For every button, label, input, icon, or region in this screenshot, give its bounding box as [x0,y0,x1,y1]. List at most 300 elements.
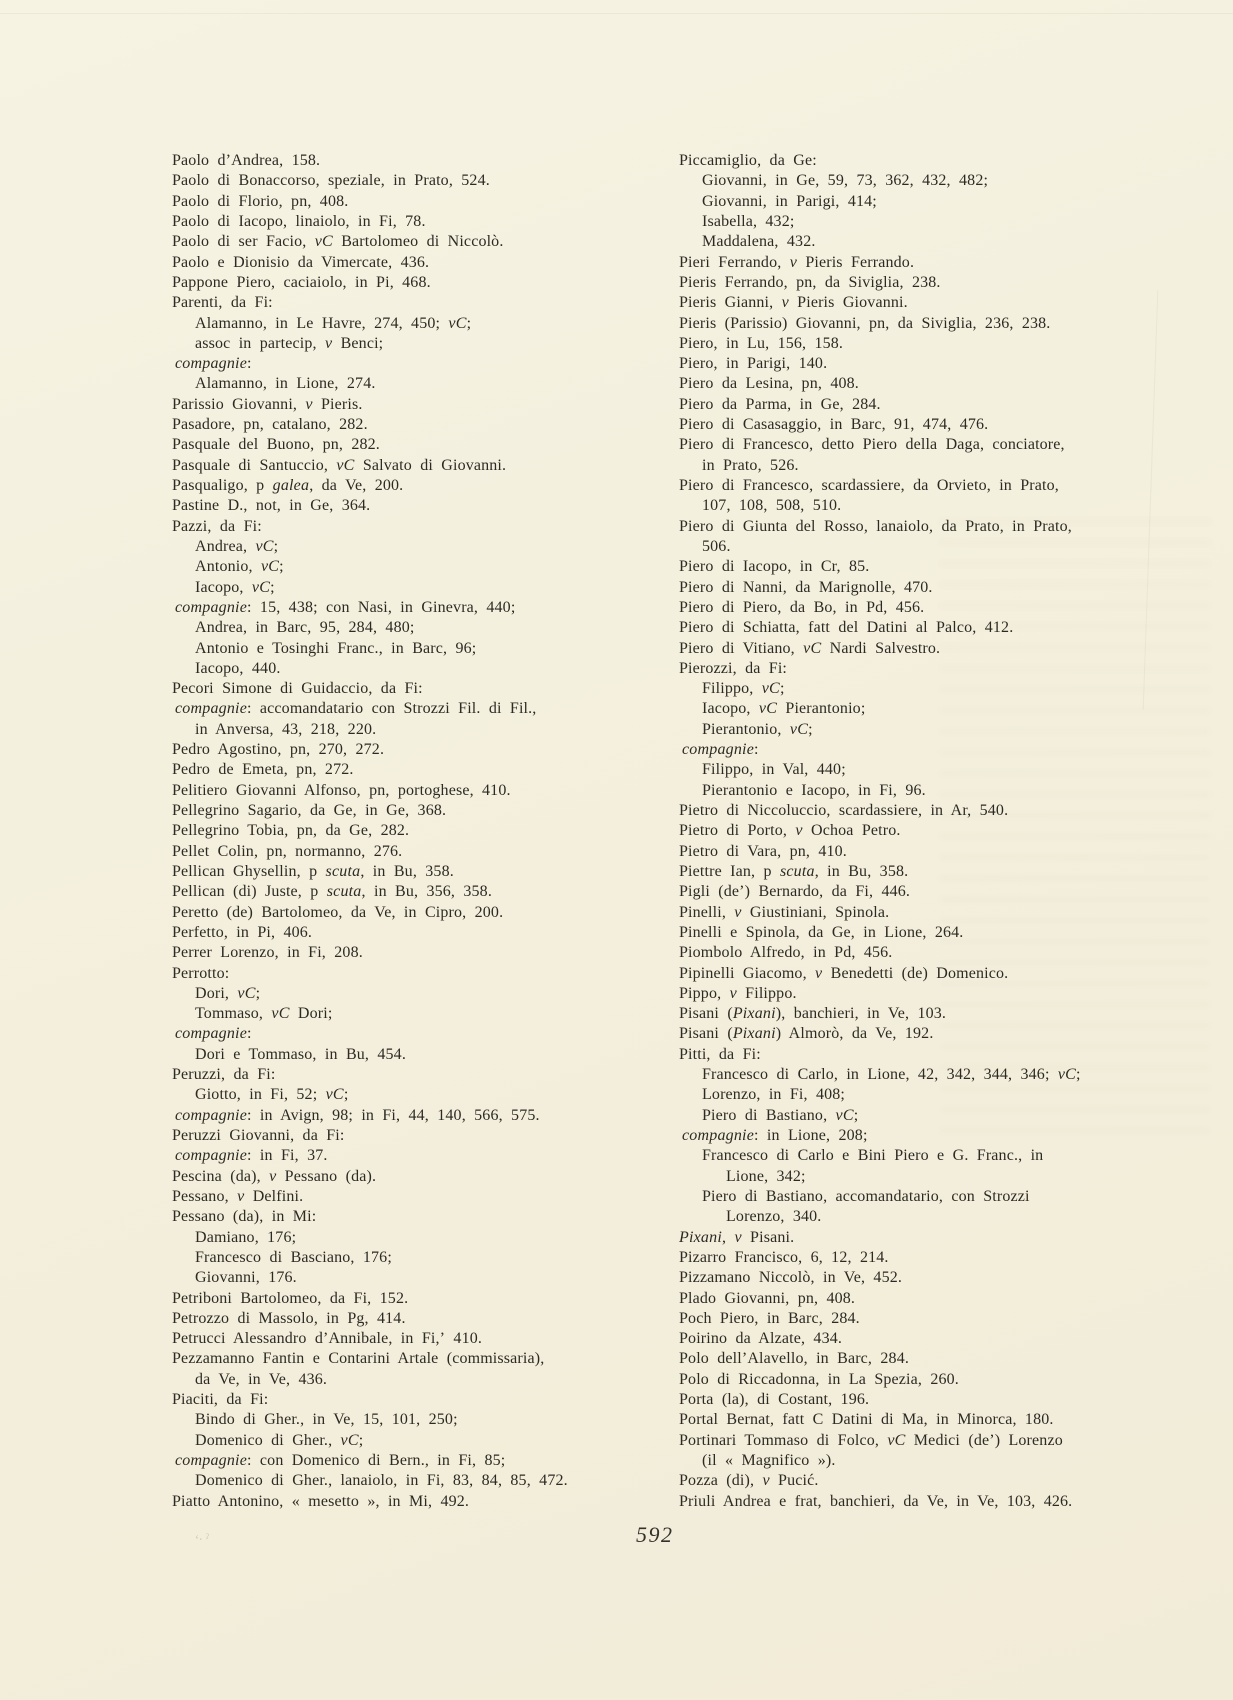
index-entry-text: Pierantonio; [777,700,866,718]
index-entry-text: Iacopo, 440. [195,659,281,677]
index-entry-line [172,801,672,821]
index-entry-line [172,1004,672,1024]
index-entry-line [679,1167,1219,1187]
index-entry-italic-text: vC [237,984,256,1002]
index-entry-text: Pellet Colin, pn, normanno, 276. [172,842,403,860]
index-entry-text: Piero di Francesco, detto Piero della Daga, conciatore, [679,436,1065,454]
index-entry-text: Paolo e Dionisio da Vimercate, 436. [172,253,430,271]
index-entry-line [172,923,672,943]
index-entry-text: Paolo di Florio, pn, 408. [172,192,349,210]
index-entry-line [679,192,1219,212]
index-entry-line [172,1045,672,1065]
index-entry-text: Porta (la), di Costant, 196. [679,1391,870,1409]
index-entry-italic-text: vC [887,1431,906,1449]
index-entry-text: Dori e Tommaso, in Bu, 454. [195,1045,406,1063]
index-entry-italic-text: vC [758,700,778,718]
index-entry-text: Salvato di Giovanni. [354,456,507,474]
index-entry-line [172,1187,672,1207]
index-entry-italic-text: v [734,903,742,921]
index-entry-line [172,314,672,334]
index-entry-text: : [247,1025,252,1043]
index-entry-text: Giovanni, 176. [195,1269,297,1287]
index-entry-text: Piccamiglio, da Ge: [679,152,817,169]
index-entry-line [172,1126,672,1146]
index-entry-line [679,1248,1219,1268]
index-entry-line [679,415,1219,435]
index-entry-line [172,415,672,435]
index-entry-italic-text: galea [272,477,310,494]
index-entry-text: Piero di Vitiano, [679,639,804,657]
index-entry-text: ; [343,1086,349,1104]
index-entry-text: Pucić. [769,1472,819,1490]
index-entry-line [172,334,672,354]
index-entry-italic-text: compagnie [175,355,248,373]
index-entry-text: Piero di Francesco, scardassiere, da Orvieto, in Prato, [679,477,1059,494]
index-entry-text: Domenico di Gher., lanaiolo, in Fi, 83, 84, 85, 472. [195,1472,568,1490]
index-entry-line [679,1390,1219,1410]
index-entry-text: Peruzzi Giovanni, da Fi: [172,1127,345,1144]
index-entry-text: Priuli Andrea e frat, banchieri, da Ve, in Ve, 103, 426. [679,1492,1073,1510]
index-entry-italic-text: vC [314,233,333,251]
index-entry-italic-text: Pixani [732,1005,776,1023]
index-entry-line [172,1451,672,1471]
index-entry-text: Nardi Salvestro. [821,639,941,657]
index-entry-italic-text: scuta [325,862,361,880]
index-entry-line [172,1106,672,1126]
index-entry-text: Pizarro Francisco, 6, 12, 214. [679,1248,889,1266]
index-entry-text: Pasqualigo, p [172,477,273,494]
index-entry-text: Peretto (de) Bartolomeo, da Ve, in Cipro, 200. [172,903,504,921]
index-entry-text: , in Bu, 358. [814,862,909,880]
index-entry-line [172,1329,672,1349]
index-entry-text: Piero di Nanni, da Marignolle, 470. [679,578,933,596]
index-entry-text: Pezzamanno Fantin e Contarini Artale (commissaria), [172,1350,545,1368]
index-entry-line [679,578,1219,598]
index-entry-text: Lorenzo, in Fi, 408; [702,1086,846,1104]
index-entry-text: Pigli (de’) Bernardo, da Fi, 446. [679,883,911,901]
index-entry-italic-text: vC [789,720,809,738]
index-entry-italic-text: vC [448,314,467,332]
index-entry-text: Pieris Ferrando, pn, da Siviglia, 238. [679,273,941,291]
index-entry-text: ; [273,537,279,555]
index-entry-text: Pessano (da). [276,1167,377,1185]
index-entry-text: ), banchieri, in Ve, 103. [775,1005,947,1023]
index-entry-italic-text: vC [340,1431,359,1449]
index-entry-text: Parenti, da Fi: [172,294,273,312]
index-entry-line [172,862,672,882]
index-entry-line [172,476,672,496]
index-entry-text: ; [853,1106,859,1124]
index-entry-italic-text: Pixani [679,1228,722,1246]
index-entry-line [679,618,1219,638]
index-entry-text: Lione, 342; [726,1167,806,1185]
index-entry-text: Benci; [332,334,384,352]
index-entry-text: Damiano, 176; [195,1228,297,1246]
index-entry-line [679,374,1219,394]
index-entry-text: Piombolo Alfredo, in Pd, 456. [679,944,893,962]
index-entry-line [679,1207,1219,1227]
index-entry-italic-text: v [762,1472,770,1490]
index-entry-line [172,1207,672,1227]
index-entry-text: Pietro di Vara, pn, 410. [679,842,847,860]
index-entry-line [679,1349,1219,1369]
index-entry-line [172,1431,672,1451]
index-entry-text: Pitti, da Fi: [679,1045,761,1063]
index-entry-text: Portal Bernat, fatt C Datini di Ma, in Minorca, 180. [679,1411,1054,1429]
index-entry-italic-text: v [729,984,737,1002]
index-entry-line [679,801,1219,821]
index-entry-text: : con Domenico di Bern., in Fi, 85; [247,1452,506,1469]
index-entry-text: Pipinelli Giacomo, [679,964,816,982]
index-entry-line [172,821,672,841]
index-entry-text: Pastine D., not, in Ge, 364. [172,497,371,515]
index-entry-line [172,740,672,760]
index-entry-line [172,456,672,476]
index-entry-text: , in Bu, 356, 358. [361,883,492,901]
index-entry-text: Bindo di Gher., in Ve, 15, 101, 250; [195,1411,458,1429]
index-entry-italic-text: vC [325,1086,344,1104]
index-entry-italic-text: v [305,395,313,413]
index-entry-line [679,882,1219,902]
index-entry-line [172,232,672,252]
index-entry-line [172,192,672,212]
index-entry-text: Piero di Giunta del Rosso, lanaiolo, da Prato, in Prato, [679,517,1072,535]
index-entry-text: : in Avign, 98; in Fi, 44, 140, 566, 575. [247,1106,540,1124]
index-entry-line [172,273,672,293]
index-entry-text: Pescina (da), [172,1167,270,1185]
index-entry-text: : in Fi, 37. [247,1147,328,1165]
index-entry-line [172,679,672,699]
index-entry-line [172,760,672,780]
index-entry-line [679,1126,1219,1146]
index-entry-line [679,1410,1219,1430]
index-entry-line [172,293,672,313]
index-entry-text: Paolo di ser Facio, [172,233,315,251]
index-entry-text: : [247,355,252,373]
index-entry-line [172,253,672,273]
index-entry-text: Ochoa Petro. [802,822,901,840]
index-entry-line [679,151,1219,171]
index-entry-italic-text: vC [255,537,274,555]
index-entry-text: ; [466,314,472,332]
index-entry-line [679,923,1219,943]
index-entry-line [679,842,1219,862]
index-entry-italic-text: v [324,334,333,352]
index-entry-text: 107, 108, 508, 510. [702,497,842,515]
index-entry-line [679,1431,1219,1451]
index-entry-text: Filippo. [736,984,797,1002]
index-entry-text: Pierantonio e Iacopo, in Fi, 96. [702,781,926,799]
index-entry-text: Alamanno, in Le Havre, 274, 450; [195,314,449,332]
index-entry-line [679,1289,1219,1309]
index-entry-text: Francesco di Carlo e Bini Piero e G. Franc., in [702,1147,1044,1165]
index-entry-text: Francesco di Basciano, 176; [195,1248,392,1266]
index-entry-text: ; [279,558,284,576]
index-entry-line [172,1471,672,1491]
index-entry-italic-text: vC [1057,1066,1077,1084]
index-entry-text: Piero da Lesina, pn, 408. [679,375,859,393]
index-entry-text: Lorenzo, 340. [726,1208,822,1226]
index-entry-text: : 15, 438; con Nasi, in Ginevra, 440; [247,598,516,616]
index-entry-italic-text: vC [835,1106,854,1124]
index-entry-line [172,618,672,638]
index-entry-line [679,334,1219,354]
index-entry-line [172,537,672,557]
index-entry-text: Isabella, 432; [702,212,795,230]
index-entry-text: assoc in partecip, [195,334,325,352]
index-entry-line [679,984,1219,1004]
index-entry-line [172,374,672,394]
index-entry-line [679,720,1219,740]
index-entry-text: Plado Giovanni, pn, 408. [679,1289,856,1307]
index-entry-italic-text: compagnie [175,1147,248,1165]
index-entry-text: Piero di Casasaggio, in Barc, 91, 474, 476. [679,416,989,434]
index-entry-text: (il « Magnifico »). [702,1452,836,1469]
index-entry-line [679,760,1219,780]
index-entry-text: Giustiniani, Spinola. [741,903,890,921]
index-entry-line [679,781,1219,801]
index-entry-line [172,1370,672,1390]
index-entry-text: Petrozzo di Massolo, in Pg, 414. [172,1309,406,1327]
index-entry-text: Pieris Giovanni. [788,294,908,312]
index-entry-line [679,273,1219,293]
index-entry-line [679,537,1219,557]
index-entry-italic-text: v [734,1228,742,1246]
index-entry-text: ; [808,720,813,738]
index-entry-text: Pellegrino Sagario, da Ge, in Ge, 368. [172,802,447,819]
index-entry-line [172,496,672,516]
index-entry-text: Perrer Lorenzo, in Fi, 208. [172,944,363,962]
index-entry-line [679,171,1219,191]
index-entry-line [679,1024,1219,1044]
index-entry-line [679,1329,1219,1349]
index-entry-line [172,659,672,679]
index-entry-italic-text: scuta [326,883,362,901]
scan-crease-top [0,13,1233,14]
index-entry-text: ; [1076,1066,1081,1084]
index-entry-text: Pelitiero Giovanni Alfonso, pn, portoghese, 410. [172,781,511,799]
index-entry-line [679,456,1219,476]
index-entry-line [172,699,672,719]
index-entry-text: Piero di Bastiano, [702,1106,836,1124]
index-entry-line [172,1146,672,1166]
index-entry-line [679,1492,1219,1512]
index-entry-text: Dori; [289,1005,333,1023]
index-entry-text: Giotto, in Fi, 52; [195,1086,326,1104]
index-entry-line [172,882,672,902]
index-entry-text: Delfini. [244,1187,304,1205]
index-column-right [679,151,1219,1512]
index-entry-text: Iacopo, [702,700,759,718]
index-entry-text: Pisani. [741,1228,795,1246]
index-entry-line [172,1024,672,1044]
index-entry-line [679,740,1219,760]
index-entry-text: Medici (de’) Lorenzo [905,1431,1063,1449]
index-entry-line [679,557,1219,577]
index-entry-text: ; [779,680,785,698]
index-entry-text: Piero, in Lu, 156, 158. [679,334,844,352]
index-entry-line [679,1085,1219,1105]
index-entry-text: Piero di Schiatta, fatt del Datini al Palco, 412. [679,619,1014,637]
index-entry-text: Pessano, [172,1187,238,1205]
index-entry-italic-text: v [237,1187,245,1205]
index-entry-line [172,1268,672,1288]
index-entry-text: Maddalena, 432. [702,233,816,251]
index-entry-text: Pippo, [679,984,730,1002]
index-entry-text: Pedro Agostino, pn, 270, 272. [172,741,385,759]
index-entry-text: Portinari Tommaso di Folco, [679,1431,888,1449]
index-entry-text: Pedro de Emeta, pn, 272. [172,761,354,779]
index-entry-text: : accomandatario con Strozzi Fil. di Fil., [247,700,537,718]
index-entry-text: Pasquale del Buono, pn, 282. [172,436,380,454]
index-entry-text: Pieris (Parissio) Giovanni, pn, da Siviglia, 236, 238. [679,314,1051,332]
index-entry-line [172,1248,672,1268]
index-entry-text: Pozza (di), [679,1472,763,1490]
index-entry-line [172,151,672,171]
index-entry-line [172,1167,672,1187]
index-entry-text: Petrucci Alessandro d’Annibale, in Fi,ʼ 410. [172,1330,483,1348]
index-entry-italic-text: vC [336,456,355,474]
index-entry-text: Tommaso, [195,1005,272,1023]
index-entry-text: Pasquale di Santuccio, [172,456,337,474]
index-entry-line [679,435,1219,455]
index-entry-text: Pieris Ferrando. [797,253,915,271]
index-entry-text: Pierozzi, da Fi: [679,659,788,677]
index-entry-text: Pellican (di) Juste, p [172,883,327,901]
index-entry-line [679,1004,1219,1024]
index-entry-text: Pinelli, [679,903,735,921]
index-entry-text: Pietro di Porto, [679,822,796,840]
index-entry-line [172,1085,672,1105]
index-entry-line [172,435,672,455]
index-entry-text: Alamanno, in Lione, 274. [195,375,376,393]
index-entry-text: in Prato, 526. [702,456,799,474]
index-entry-line [679,395,1219,415]
index-entry-line [172,212,672,232]
index-entry-line [679,1471,1219,1491]
index-entry-text: Pisani ( [679,1005,733,1023]
index-entry-text: Andrea, in Barc, 95, 284, 480; [195,619,415,637]
index-entry-italic-text: Pixani [732,1025,776,1043]
index-entry-text: Peruzzi, da Fi: [172,1066,276,1084]
index-entry-italic-text: vC [761,680,780,698]
index-entry-line [172,1309,672,1329]
index-entry-line [172,395,672,415]
index-entry-text: Paolo di Iacopo, linaiolo, in Fi, 78. [172,212,426,230]
index-entry-line [172,1228,672,1248]
index-entry-text: Perrotto: [172,964,230,982]
index-entry-text: Pessano (da), in Mi: [172,1208,317,1226]
index-entry-text: Piero di Piero, da Bo, in Pd, 456. [679,598,925,616]
index-entry-text: Antonio e Tosinghi Franc., in Barc, 96; [195,639,477,657]
index-entry-text: Pecori Simone di Guidaccio, da Fi: [172,680,423,698]
index-entry-line [172,943,672,963]
index-entry-text: Pisani ( [679,1025,733,1043]
index-entry-line [679,964,1219,984]
index-entry-line [679,943,1219,963]
index-entry-text: Dori, [195,984,238,1002]
index-entry-text: 506. [702,537,731,555]
index-entry-line [172,1349,672,1369]
index-entry-italic-text: compagnie [175,598,248,616]
index-entry-text: Pizzamano Niccolò, in Ve, 452. [679,1269,903,1287]
index-entry-italic-text: compagnie [682,741,755,759]
index-entry-line [679,1268,1219,1288]
index-entry-text: Petriboni Bartolomeo, da Fi, 152. [172,1289,409,1307]
index-entry-text: , da Ve, 200. [309,477,404,494]
index-entry-text: Pieris. [312,395,363,413]
index-entry-text: Pieri Ferrando, [679,253,790,271]
index-entry-line [679,232,1219,252]
index-entry-text: Giovanni, in Ge, 59, 73, 362, 432, 482; [702,172,989,190]
index-entry-line [172,1065,672,1085]
index-entry-italic-text: compagnie [682,1127,755,1144]
index-entry-text: Francesco di Carlo, in Lione, 42, 342, 344, 346; [702,1066,1058,1084]
index-entry-text: Pieris Gianni, [679,294,782,312]
index-entry-line [679,253,1219,273]
index-entry-text: da Ve, in Ve, 436. [195,1370,328,1388]
index-entry-text: Benedetti (de) Domenico. [822,964,1009,982]
index-entry-text: Filippo, [702,680,762,698]
index-entry-text: Pellegrino Tobia, pn, da Ge, 282. [172,822,410,840]
index-entry-italic-text: compagnie [175,700,248,718]
index-entry-text: Bartolomeo di Niccolò. [332,233,504,251]
index-entry-text: Poch Piero, in Barc, 284. [679,1309,860,1327]
index-entry-italic-text: vC [271,1005,290,1023]
index-entry-italic-text: v [789,253,798,271]
index-entry-line [679,354,1219,374]
index-entry-line [172,842,672,862]
index-entry-text: Pierantonio, [702,720,790,738]
index-entry-line [679,314,1219,334]
index-entry-italic-text: vC [251,578,271,596]
index-entry-line [679,1187,1219,1207]
index-entry-line [172,1390,672,1410]
index-entry-line [172,1410,672,1430]
index-entry-line [172,720,672,740]
index-entry-italic-text: compagnie [175,1106,248,1124]
index-entry-text: Paolo di Bonaccorso, speziale, in Prato, 524. [172,172,490,190]
index-entry-text: Pazzi, da Fi: [172,517,262,535]
index-entry-italic-text: compagnie [175,1025,248,1043]
index-entry-line [172,984,672,1004]
index-entry-text: Piero di Iacopo, in Cr, 85. [679,558,870,576]
index-entry-text: ) Almorò, da Ve, 192. [775,1025,934,1043]
index-entry-text: in Anversa, 43, 218, 220. [195,720,377,738]
index-entry-text: Pasadore, pn, catalano, 282. [172,416,368,434]
index-entry-italic-text: v [795,822,803,840]
index-entry-line [172,517,672,537]
index-entry-line [679,476,1219,496]
index-entry-text: Paolo d’Andrea, 158. [172,152,321,169]
index-entry-text: ; [255,984,261,1002]
index-entry-line [679,1370,1219,1390]
pencil-smudge: ʻ· ˀ [193,1530,210,1548]
index-entry-italic-text: scuta [779,862,815,880]
index-entry-line [679,293,1219,313]
index-entry-line [679,1309,1219,1329]
index-entry-text: Polo di Riccadonna, in La Spezia, 260. [679,1370,959,1388]
index-entry-text: Polo dell’Alavello, in Barc, 284. [679,1350,909,1368]
index-entry-line [679,496,1219,516]
index-entry-text: Filippo, in Val, 440; [702,761,846,779]
index-entry-line [679,679,1219,699]
index-entry-text: Andrea, [195,537,256,555]
index-entry-text: Poirino da Alzate, 434. [679,1330,843,1348]
page-number: 592 [636,1522,674,1547]
index-entry-line [679,1065,1219,1085]
index-entry-text: Pellican Ghysellin, p [172,862,326,880]
